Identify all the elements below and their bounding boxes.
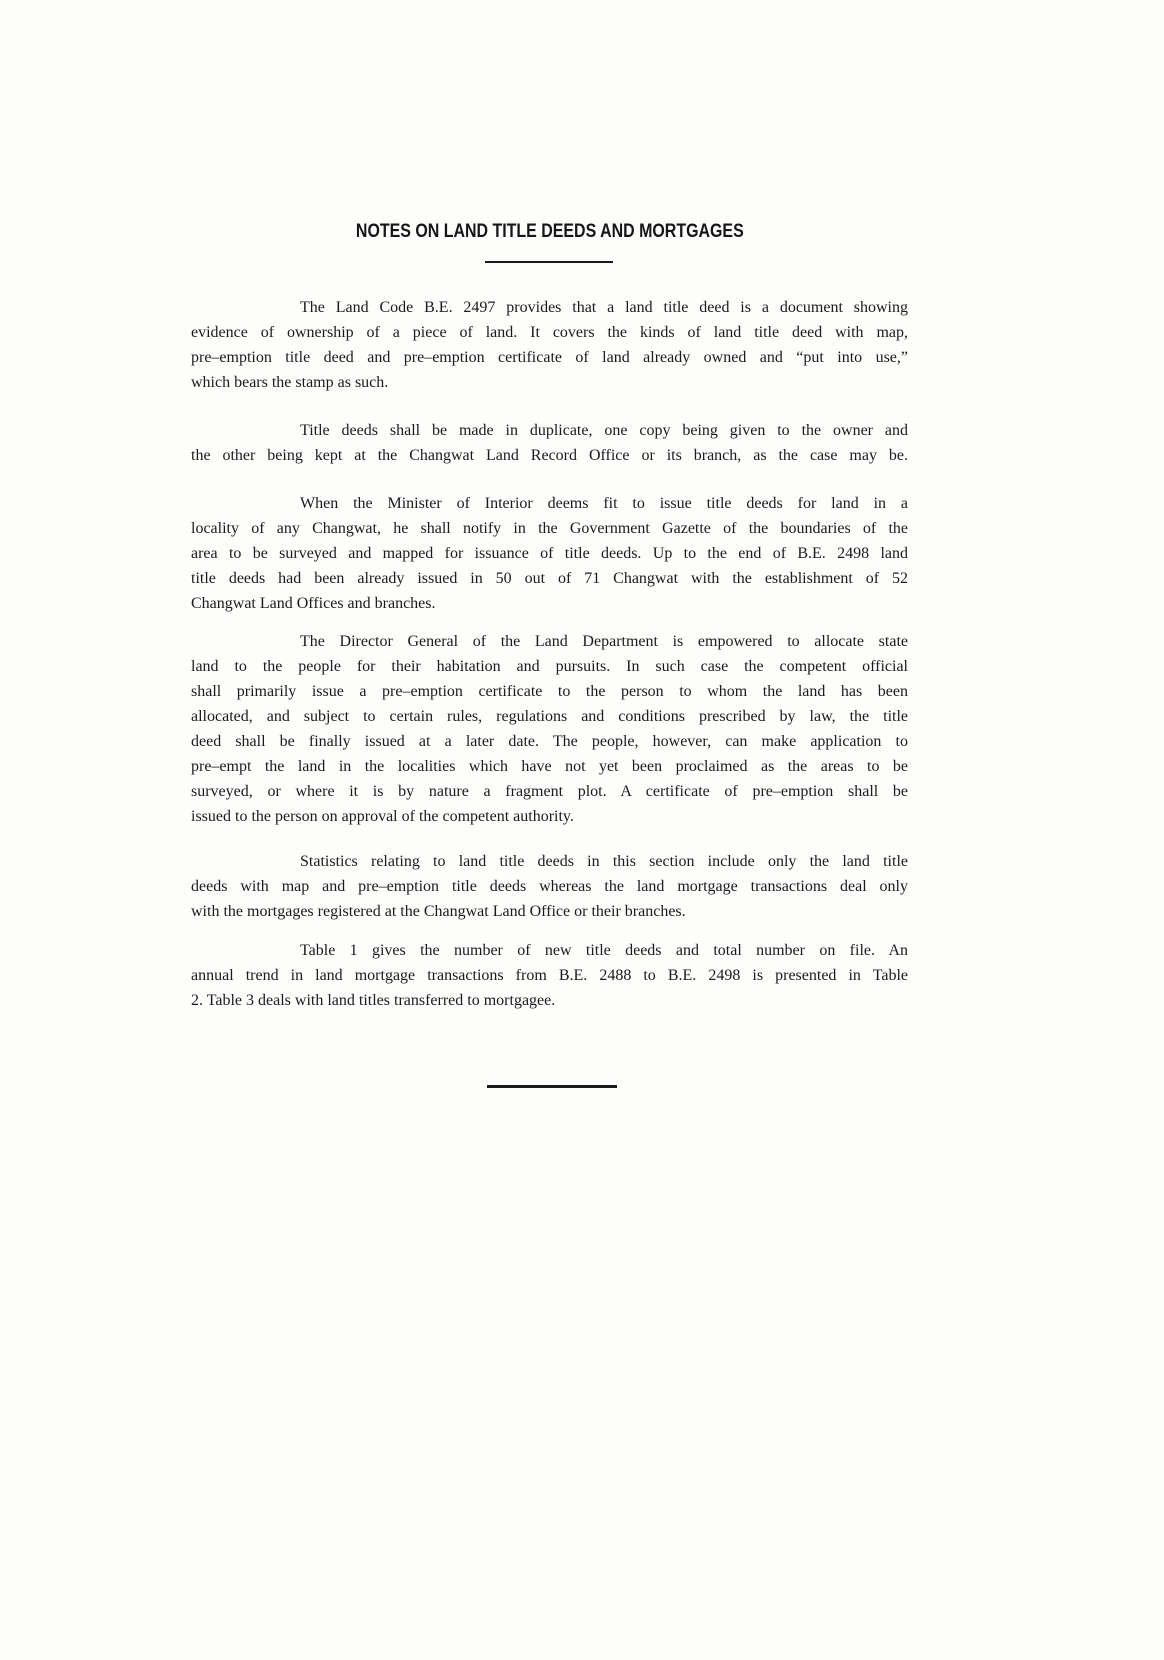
paragraph-line: Table 1 gives the number of new title deeds and total number on file. An (300, 942, 908, 959)
paragraph-line: the other being kept at the Changwat Land Record Office or its branch, as the case may be. (191, 447, 908, 464)
paragraph-duplicate-deeds (191, 418, 908, 468)
paragraph-line: deed shall be finally issued at a later date. The people, however, can make application to (191, 733, 908, 750)
paragraph-line: locality of any Changwat, he shall notify in the Government Gazette of the boundaries of the (191, 520, 908, 537)
paragraph-line: shall primarily issue a pre–emption certificate to the person to whom the land has been (191, 683, 908, 700)
paragraph-line: allocated, and subject to certain rules, regulations and conditions prescribed by law, the title (191, 708, 908, 725)
paragraph-tables-overview (191, 938, 908, 1013)
paragraph-line: surveyed, or where it is by nature a fragment plot. A certificate of pre–emption shall be (191, 783, 908, 800)
paragraph-minister-interior (191, 491, 908, 616)
closing-rule (487, 1085, 617, 1088)
paragraph-line: area to be surveyed and mapped for issuance of title deeds. Up to the end of B.E. 2498 land (191, 545, 908, 562)
paragraph-line: pre–empt the land in the localities which have not yet been proclaimed as the areas to be (191, 758, 908, 775)
paragraph-land-code (191, 295, 908, 395)
page-title (191, 219, 908, 245)
paragraph-line: annual trend in land mortgage transactions from B.E. 2488 to B.E. 2498 is presented in Table (191, 967, 908, 984)
paragraph-line: land to the people for their habitation and pursuits. In such case the competent official (191, 658, 908, 675)
paragraph-line: title deeds had been already issued in 50 out of 71 Changwat with the establishment of 52 (191, 570, 908, 587)
paragraph-line: which bears the stamp as such. (191, 374, 389, 391)
page-title-text: NOTES ON LAND TITLE DEEDS AND MORTGAGES (355, 221, 744, 242)
paragraph-line: Statistics relating to land title deeds in this section include only the land title (300, 853, 908, 870)
paragraph-line: evidence of ownership of a piece of land. It covers the kinds of land title deed with map, (191, 324, 908, 341)
paragraph-line: with the mortgages registered at the Changwat Land Office or their branches. (191, 903, 686, 920)
paragraph-line: 2. Table 3 deals with land titles transferred to mortgagee. (191, 992, 556, 1009)
title-underline-rule (485, 261, 613, 263)
paragraph-line: Title deeds shall be made in duplicate, one copy being given to the owner and (300, 422, 908, 439)
paragraph-line: Changwat Land Offices and branches. (191, 595, 436, 612)
paragraph-line: deeds with map and pre–emption title deeds whereas the land mortgage transactions deal only (191, 878, 908, 895)
paragraph-line: pre–emption title deed and pre–emption certificate of land already owned and “put into use,” (191, 349, 908, 366)
paragraph-director-general (191, 629, 908, 829)
paragraph-line: issued to the person on approval of the competent authority. (191, 808, 574, 825)
paragraph-line: The Director General of the Land Department is empowered to allocate state (300, 633, 908, 650)
paragraph-statistics (191, 849, 908, 924)
paragraph-line: The Land Code B.E. 2497 provides that a land title deed is a document showing (300, 299, 908, 316)
paragraph-line: When the Minister of Interior deems fit to issue title deeds for land in a (300, 495, 908, 512)
